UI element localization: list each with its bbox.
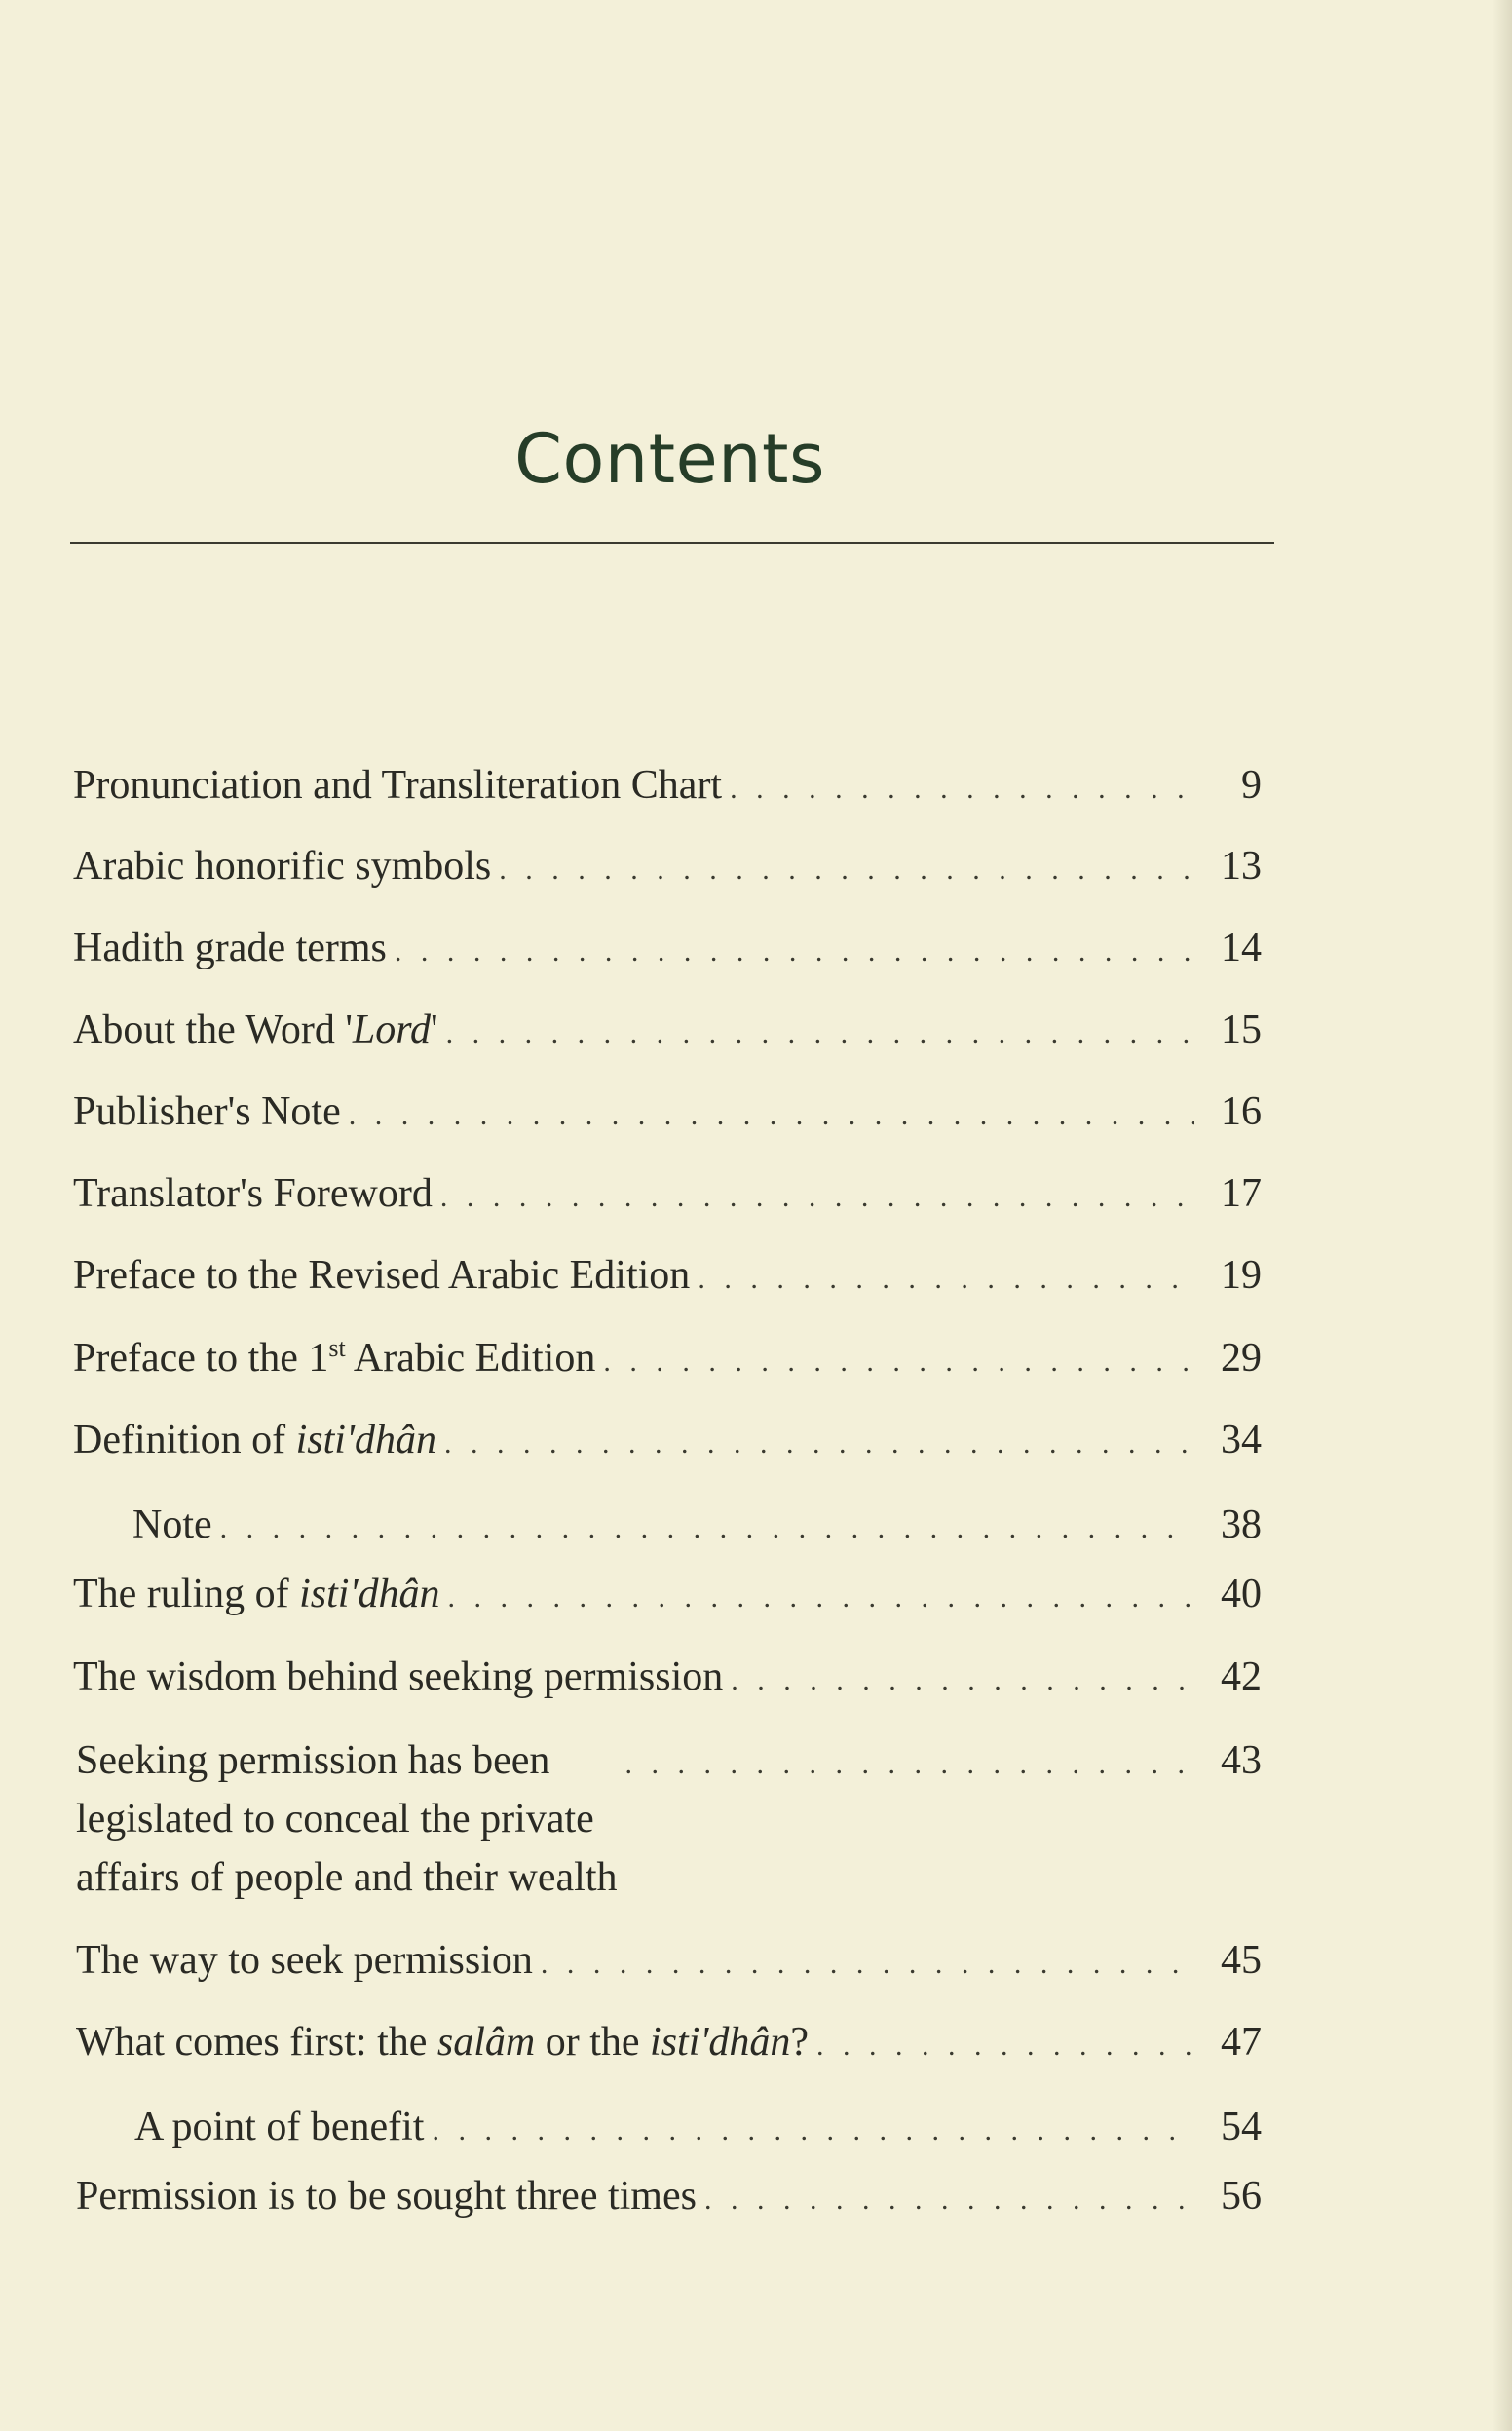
toc-text-segment: or the <box>535 2020 651 2065</box>
toc-entry-hadith-grade-terms <box>73 918 1262 982</box>
toc-text-segment: What comes first: the <box>76 2020 437 2065</box>
toc-text-segment: The ruling of <box>73 1572 300 1616</box>
toc-entry-title <box>76 2012 809 2072</box>
toc-page-number: 54 <box>1221 2105 1262 2149</box>
toc-entry-preface-first <box>73 1328 1262 1392</box>
toc-entry-title <box>73 1328 595 1388</box>
toc-entry-title: Pronunciation and Transliteration Chart <box>73 763 723 808</box>
dot-leader <box>432 2101 1194 2161</box>
toc-page-number: 16 <box>1221 1089 1262 1134</box>
toc-entry-title: The wisdom behind seeking permission <box>73 1654 724 1699</box>
toc-entry-wisdom <box>73 1647 1262 1711</box>
toc-entry-way-to-seek <box>76 1930 1262 1994</box>
toc-entry-title: Note <box>132 1502 212 1547</box>
dot-leader <box>541 1934 1194 1994</box>
toc-page-number: 19 <box>1221 1253 1262 1298</box>
toc-text-segment: ? <box>790 2020 810 2065</box>
toc-entry-title: Preface to the Revised Arabic Edition <box>73 1253 691 1298</box>
toc-entry-title <box>76 1731 618 1907</box>
dot-leader <box>349 1085 1194 1146</box>
toc-superscript: st <box>328 1334 346 1362</box>
toc-italic-segment: salâm <box>436 2020 536 2065</box>
dot-leader <box>395 922 1194 982</box>
toc-entry-honorific-symbols <box>73 836 1262 900</box>
toc-entry-preface-revised <box>73 1245 1262 1310</box>
dot-leader <box>603 1332 1194 1392</box>
toc-entry-title: A point of benefit <box>134 2105 425 2149</box>
dot-leader <box>816 2016 1194 2076</box>
dot-leader <box>440 1167 1194 1228</box>
toc-text-segment: Arabic Edition <box>345 1336 596 1381</box>
toc-page-number: 29 <box>1221 1336 1262 1381</box>
toc-page-number: 47 <box>1221 2020 1262 2065</box>
toc-page-number: 40 <box>1221 1572 1262 1616</box>
toc-entry-title <box>73 1000 438 1060</box>
toc-page-number: 13 <box>1221 844 1262 889</box>
dot-leader <box>220 1499 1194 1559</box>
dot-leader <box>731 1651 1194 1711</box>
toc-page-number: 9 <box>1241 763 1262 808</box>
toc-page-number: 42 <box>1221 1654 1262 1699</box>
toc-text-segment: ' <box>431 1007 438 1052</box>
toc-entry-title <box>73 1564 439 1624</box>
toc-italic-segment: isti'dhân <box>299 1572 440 1616</box>
toc-page-number: 45 <box>1221 1938 1262 1983</box>
dot-leader <box>730 759 1194 819</box>
toc-italic-segment: isti'dhân <box>295 1418 436 1462</box>
toc-entry-title: The way to seek permission <box>76 1938 533 1983</box>
toc-subentry-point-of-benefit <box>134 2097 1262 2161</box>
toc-italic-segment: isti'dhân <box>650 2020 791 2065</box>
toc-entry-translators-foreword <box>73 1163 1262 1228</box>
toc-page-number: 15 <box>1221 1007 1262 1052</box>
toc-entry-title: Permission is to be sought three times <box>76 2174 697 2219</box>
title-rule <box>70 542 1274 544</box>
toc-page-number: 43 <box>1221 1738 1262 1783</box>
toc-entry-definition <box>73 1410 1262 1474</box>
dot-leader <box>446 1004 1194 1064</box>
toc-entry-what-comes-first <box>76 2012 1262 2076</box>
toc-entry-ruling <box>73 1564 1262 1628</box>
toc-entry-line: affairs of people and their wealth <box>76 1855 618 1900</box>
toc-page-number: 34 <box>1221 1418 1262 1462</box>
toc-page-number: 56 <box>1221 2174 1262 2219</box>
toc-entry-title <box>73 1410 436 1470</box>
toc-page-number: 17 <box>1221 1171 1262 1216</box>
page-title: Contents <box>514 419 825 499</box>
toc-entry-title: Publisher's Note <box>73 1089 341 1134</box>
toc-entry-publishers-note <box>73 1082 1262 1146</box>
toc-entry-three-times <box>76 2166 1262 2230</box>
toc-entry-conceal-affairs <box>76 1730 1262 1907</box>
toc-entry-line: Seeking permission has been <box>76 1738 550 1783</box>
toc-text-segment: About the Word ' <box>73 1007 353 1052</box>
dot-leader <box>625 1734 1195 1795</box>
toc-entry-pronunciation <box>73 755 1262 819</box>
toc-page-number: 38 <box>1221 1502 1262 1547</box>
dot-leader <box>698 1249 1194 1310</box>
dot-leader <box>704 2170 1194 2230</box>
dot-leader <box>499 840 1194 900</box>
dot-leader <box>447 1568 1194 1628</box>
toc-entry-title: Translator's Foreword <box>73 1171 433 1216</box>
toc-subentry-note <box>132 1495 1262 1559</box>
toc-entry-about-word-lord <box>73 1000 1262 1064</box>
dot-leader <box>444 1414 1194 1474</box>
toc-italic-segment: Lord <box>352 1007 432 1052</box>
toc-entry-title: Hadith grade terms <box>73 926 387 970</box>
page-edge-shadow <box>1493 0 1512 2431</box>
toc-entry-line: legislated to conceal the private <box>76 1797 594 1842</box>
toc-page-number: 14 <box>1221 926 1262 970</box>
toc-text-segment: Preface to the 1 <box>73 1336 329 1381</box>
toc-text-segment: Definition of <box>73 1418 296 1462</box>
toc-entry-title: Arabic honorific symbols <box>73 844 492 889</box>
